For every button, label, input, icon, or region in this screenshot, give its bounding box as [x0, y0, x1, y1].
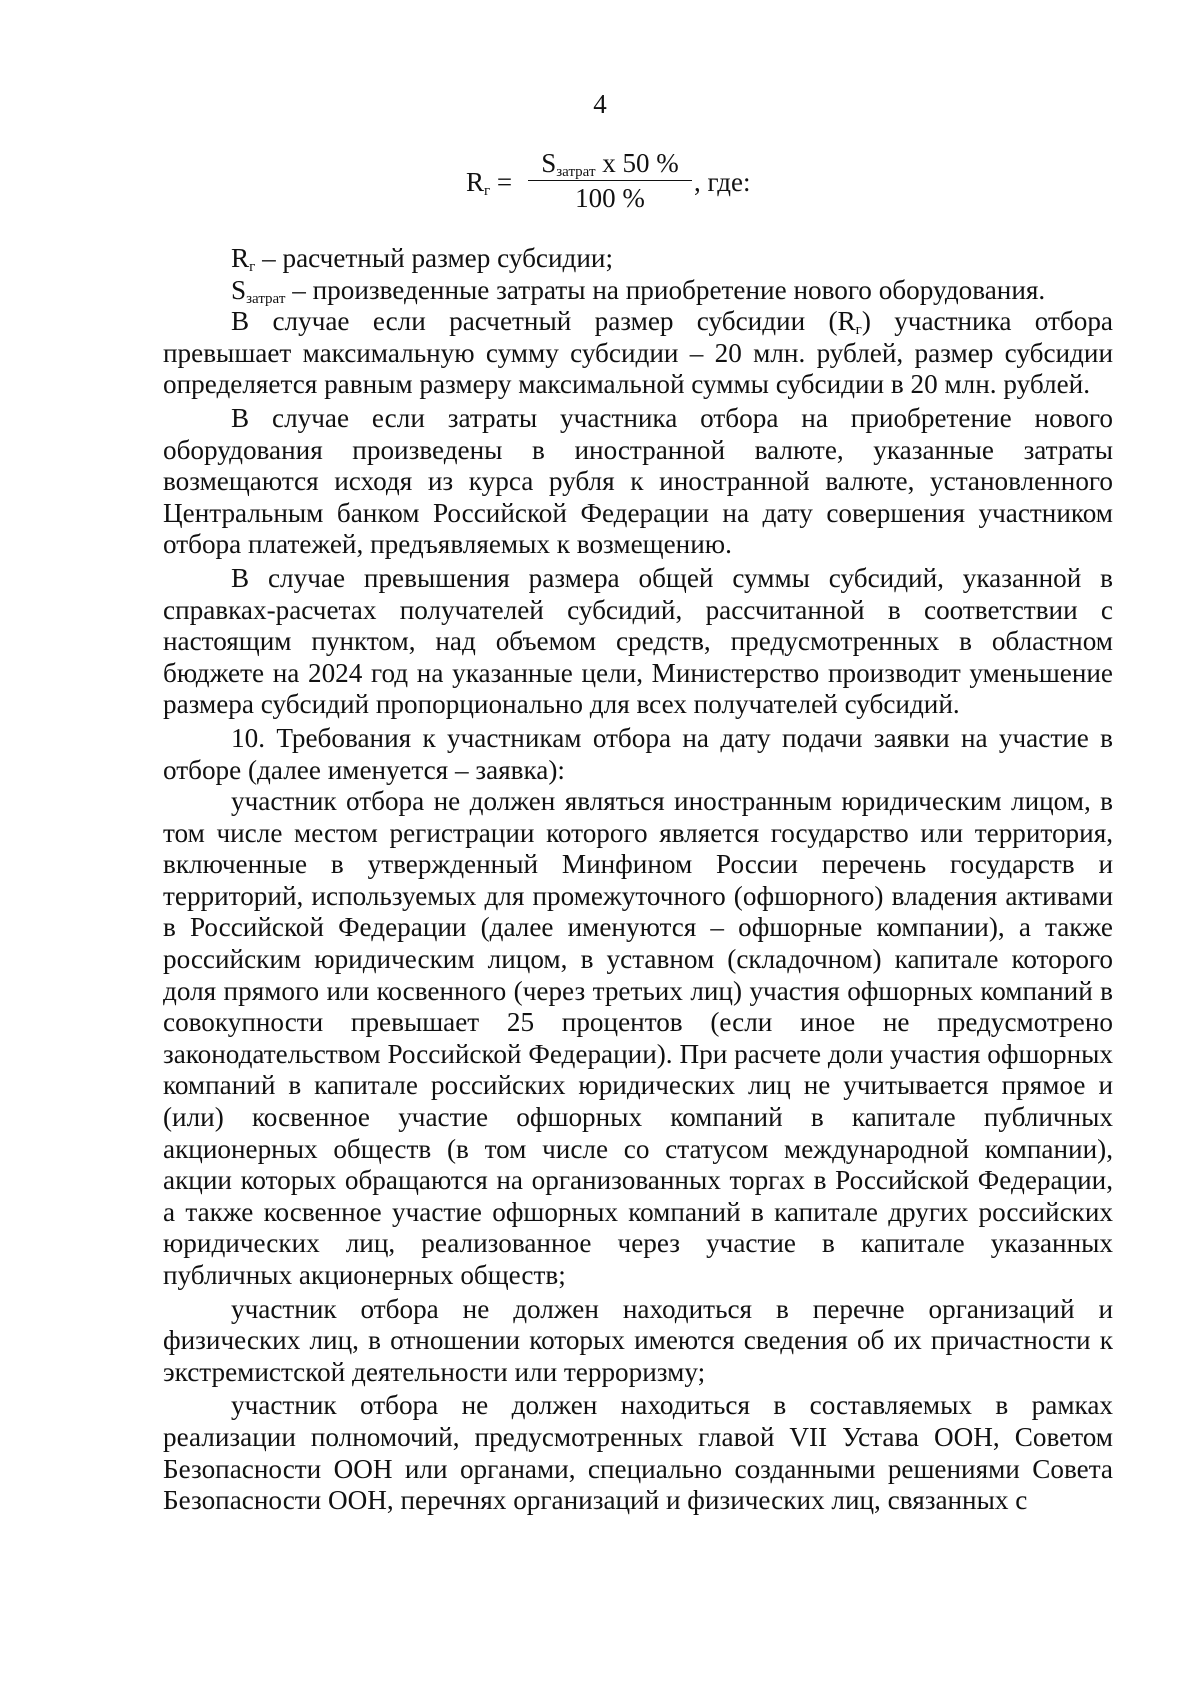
document-body — [163, 243, 1113, 1517]
paragraph-extremism-requirement: участник отбора не должен находиться в перечне организаций и физических лиц, в отношении которых имеются сведения об их причастности к экстремистской деятельности или терроризму; — [163, 1293, 1113, 1387]
formula-numerator — [528, 148, 692, 181]
paragraph-requirements-heading: 10. Требования к участникам отбора на дату подачи заявки на участие в отборе (далее именуется – заявка): — [163, 722, 1113, 785]
definition-r — [163, 243, 1113, 275]
definition-s — [163, 275, 1113, 307]
definition-s-subscript: затрат — [246, 290, 286, 307]
definition-s-text: – произведенные затраты на приобретение нового оборудования. — [285, 274, 1046, 305]
paragraph-max-subsidy-start: В случае если расчетный размер субсидии (R — [231, 306, 856, 337]
subsidy-formula — [0, 148, 1200, 218]
formula-fraction — [528, 148, 692, 213]
paragraph-max-subsidy — [163, 306, 1113, 401]
page-number: 4 — [593, 89, 607, 119]
numerator-subscript: затрат — [556, 164, 596, 180]
formula-lhs-symbol: R — [466, 167, 485, 197]
paragraph-max-subsidy-subscript: г — [855, 322, 862, 339]
numerator-symbol: S — [541, 148, 557, 178]
formula-equals: = — [496, 167, 513, 197]
formula-lhs-subscript: г — [484, 183, 491, 199]
definition-r-symbol: R — [231, 243, 250, 273]
numerator-rest: х 50 % — [595, 148, 679, 178]
formula-tail: , где: — [694, 167, 751, 197]
paragraph-proportional-reduction: В случае превышения размера общей суммы субсидий, указанной в справках-расчетах получателей субсидий, рассчитанной в соответствии с настоящим пунктом, над объемом средств, предусмотренных в областном бюджете на 2024 год на указанные цели, Министерство производит уменьшение размера субсидий пропорционально для всех получателей субсидий. — [163, 562, 1113, 720]
formula-denominator: 100 % — [575, 183, 645, 213]
definition-r-subscript: г — [249, 259, 256, 275]
definition-s-symbol: S — [231, 274, 247, 305]
definition-r-text: – расчетный размер субсидии; — [255, 243, 614, 273]
paragraph-foreign-currency: В случае если затраты участника отбора на приобретение нового оборудования произведены в иностранной валюте, указанные затраты возмещаются исходя из курса рубля к иностранной валюте, установленного Центральным банком Российской Федерации на дату совершения участником отбора платежей, предъявляемых к возмещению. — [163, 402, 1113, 560]
paragraph-max-subsidy-end: ) участника отбора превышает максимальную сумму субсидии – 20 млн. рублей, размер субсидии определяется равным размеру максимальной суммы субсидии в 20 млн. рублей. — [163, 306, 1113, 400]
paragraph-un-lists-requirement: участник отбора не должен находиться в составляемых в рамках реализации полномочий, предусмотренных главой VII Устава ООН, Советом Безопасности ООН или органами, специально созданными решениями Совета Безопасности ООН, перечнях организаций и физических лиц, связанных с — [163, 1390, 1113, 1516]
paragraph-offshore-requirement: участник отбора не должен являться иностранным юридическим лицом, в том числе местом регистрации которого является государство или территория, включенные в утвержденный Минфином России перечень государств и территорий, используемых для промежуточного (офшорного) владения активами в Российской Федерации (далее именуются – офшорные компании), а также российским юридическим лицом, в уставном (складочном) капитале которого доля прямого или косвенного (через третьих лиц) участия офшорных компаний в совокупности превышает 25 процентов (если иное не предусмотрено законодательством Российской Федерации). При расчете доли участия офшорных компаний в капитале российских юридических лиц не учитывается прямое и (или) косвенное участие офшорных компаний в капитале публичных акционерных обществ (в том числе со статусом международной компании), акции которых обращаются на организованных торгах в Российской Федерации, а также косвенное участие офшорных компаний в капитале других российских юридических лиц, реализованное через участие в капитале указанных публичных акционерных обществ; — [163, 786, 1113, 1290]
formula-lhs — [466, 166, 512, 198]
